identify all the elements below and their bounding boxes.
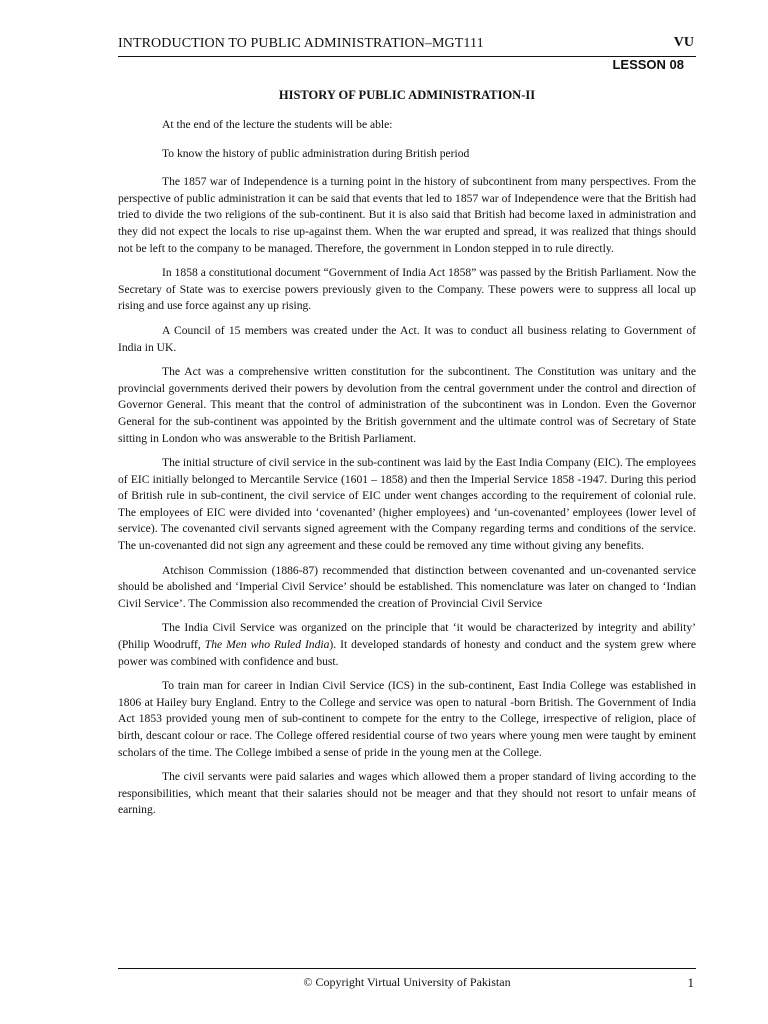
paragraph: A Council of 15 members was created under the Act. It was to conduct all business relating to Government of India in UK. [118, 323, 696, 354]
paragraph: In 1858 a constitutional document “Government of India Act 1858” was passed by the British Parliament. Now the Secretary of State was to exercise powers previously given to the Company. These powers were to suppress all local up rising and use force against any up rising. [118, 266, 696, 313]
paragraph: To know the history of public administration during British period [162, 146, 470, 160]
document-body [118, 117, 696, 827]
copyright-notice: © Copyright Virtual University of Pakistan [303, 975, 511, 989]
page-number: 1 [687, 975, 694, 990]
paragraph: Atchison Commission (1886-87) recommended that distinction between covenanted and un-covenanted service should be abolished and ‘Imperial Civil Service’ should be established. This nomenclature was later on changed to ‘Indian Civil Service’. The Commission also recommended the creation of Provincial Civil Service [118, 563, 696, 610]
paragraph: At the end of the lecture the students will be able: [162, 118, 393, 131]
ics-text-after: ). It developed standards of honesty and conduct and the system grew where power was combined with confidence and bust. [118, 638, 696, 668]
footer-divider [118, 968, 696, 969]
book-title: The Men who Ruled India [204, 638, 330, 652]
document-title: HISTORY OF PUBLIC ADMINISTRATION-II [278, 88, 536, 102]
lesson-label: LESSON 08 [612, 57, 684, 72]
paragraph: The Act was a comprehensive written constitution for the subcontinent. The Constitution was unitary and the provincial governments derived their powers by devolution from the central government under the control and direction of Governor General. This meant that the control of administration of the subcontinent was in London. Even the Governor General for the sub-continent was appointed by the British government and the ultimate control was of Secretary of State sitting in London who was answerable to the British Parliament. [118, 365, 696, 445]
paragraph: The initial structure of civil service in the sub-continent was laid by the East India Company (EIC). The employees of EIC initially belonged to Mercantile Service (1601 – 1858) and then the Imperial Service 1858 -1947. During this period of British rule in sub-continent, the civil service of EIC under went changes according to the requirement of colonial rule. The employees of EIC were divided into ‘covenanted’ (higher employees) and ‘un-covenanted’ employees (lower level of service). The covenanted civil servants signed agreement with the Company regarding terms and conditions of the service. The un-covenanted did not sign any agreement and these could be removed any time without giving any benefits. [118, 456, 696, 553]
page-header [118, 34, 696, 57]
ics-text-before: The India Civil Service was organized on the principle that ‘it would be characterized by integrity and ability’ (Philip Woodruff, [118, 621, 696, 652]
paragraph: The 1857 war of Independence is a turning point in the history of subcontinent from many perspectives. From the perspective of public administration it can be said that events that led to 1857 war of Independence were that the British had tried to divide the two religions of the sub-continent. But it is also said that British had become laxed in administration and they did not expect the locals to rise up-against them. When the war erupted and spread, it was realized that things should not be left to the company to be managed. Therefore, the government in London stepped in to rule directly. [118, 175, 696, 255]
institution-label: VU [673, 35, 694, 50]
paragraph: The civil servants were paid salaries and wages which allowed them a proper standard of living according to the responsibilities, which meant that their salaries should not be meager and that they should not resort to unfair means of earning. [118, 770, 696, 817]
paragraph: To train man for career in Indian Civil Service (ICS) in the sub-continent, East India College was established in 1806 at Hailey bury England. Entry to the College and service was open to natural -born British. The Government of India Act 1853 provided young men of sub-continent to compete for the entry to the College, irrespective of religion, place of birth, descant colour or race. The College offered residential course of two years where young men were taught by eminent scholars of the time. The College imbibed a sense of pride in the young men at the College. [118, 679, 696, 759]
course-title: INTRODUCTION TO PUBLIC ADMINISTRATION–MGT111 [118, 36, 484, 51]
paragraph-ics [118, 620, 696, 670]
